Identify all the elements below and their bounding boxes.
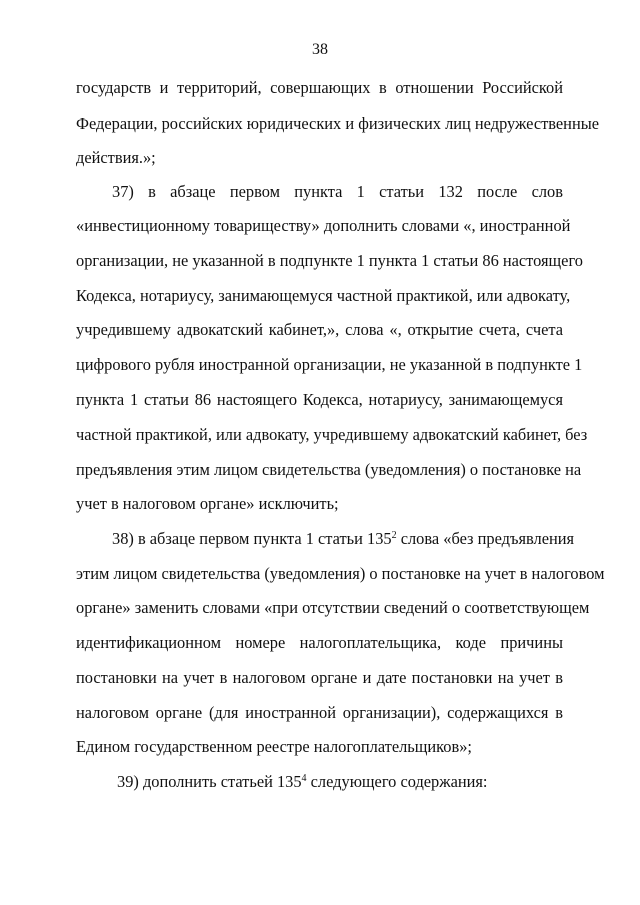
text-line: учет в налоговом органе» исключить;: [76, 494, 339, 513]
paragraph-37-first-line: 37) в абзаце первом пункта 1 статьи 132 после слов: [112, 182, 563, 201]
text-line: налоговом органе (для иностранной организации), содержащихся в: [76, 703, 563, 722]
text-line: Кодекса, нотариусу, занимающемуся частной практикой, или адвокату,: [76, 286, 571, 305]
text-line: государств и территорий, совершающих в отношении Российской: [76, 78, 563, 97]
superscript: 4: [301, 773, 307, 784]
text-line: органе» заменить словами «при отсутствии сведений о соответствующем: [76, 598, 590, 617]
text-line: постановки на учет в налоговом органе и дате постановки на учет в: [76, 668, 563, 687]
text-line: Федерации, российских юридических и физических лиц недружественные: [76, 114, 600, 133]
text-line: цифрового рубля иностранной организации, не указанной в подпункте 1: [76, 355, 583, 374]
text-line: этим лицом свидетельства (уведомления) о постановке на учет в налоговом: [76, 564, 605, 583]
superscript: 2: [391, 530, 397, 541]
text-line: учредившему адвокатский кабинет,», слова «, открытие счета, счета: [76, 320, 563, 339]
text-line: предъявления этим лицом свидетельства (уведомления) о постановке на: [76, 460, 582, 479]
text-line: действия.»;: [76, 148, 156, 167]
text-line: пункта 1 статьи 86 настоящего Кодекса, нотариусу, занимающемуся: [76, 390, 563, 409]
text-line: идентификационном номере налогоплательщика, коде причины: [76, 633, 563, 652]
text-line: частной практикой, или адвокату, учредившему адвокатский кабинет, без: [76, 425, 588, 444]
text-line: организации, не указанной в подпункте 1 пункта 1 статьи 86 настоящего: [76, 251, 583, 270]
text-line: «инвестиционному товариществу» дополнить словами «, иностранной: [76, 216, 571, 235]
page-number: 38: [312, 41, 328, 58]
paragraph-38-first-line: 38) в абзаце первом пункта 1 статьи $135^2$ слова «без предъявления: [112, 529, 575, 548]
paragraph-39-first-line: 39) дополнить статьей $135^4$ следующего содержания:: [117, 772, 488, 791]
text-line: Едином государственном реестре налогоплательщиков»;: [76, 737, 472, 756]
